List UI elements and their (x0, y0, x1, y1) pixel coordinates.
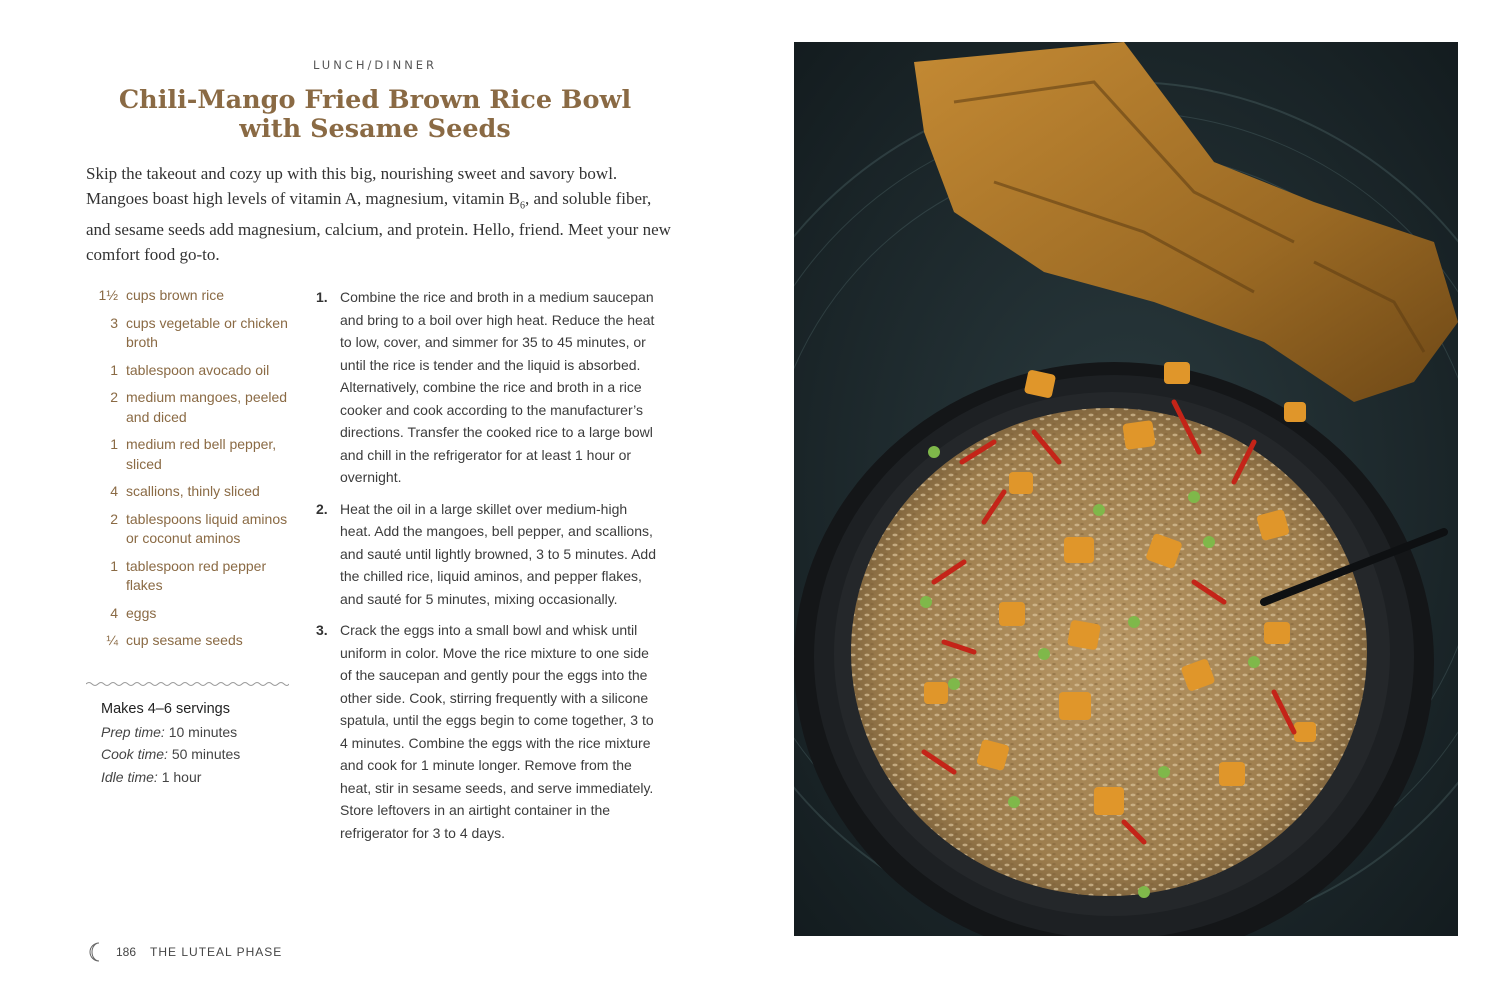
prep-time-label: Prep time: (101, 723, 165, 740)
ingredient-quantity: 3 (110, 314, 118, 331)
ingredient-quantity: 1 (110, 436, 118, 452)
ingredient-name: tablespoon avocado oil (126, 361, 270, 378)
recipe-title (86, 86, 664, 144)
ingredient-list (92, 286, 297, 659)
page-footer (88, 941, 282, 963)
recipe-photo (794, 42, 1458, 936)
ingredient-name: tablespoon red pepper flakes (126, 557, 267, 593)
ingredient-name: cups vegetable or chicken broth (126, 314, 288, 350)
title-line-2: with Sesame Seeds (239, 114, 511, 144)
step-text: Heat the oil in a large skillet over medium-high heat. Add the mangoes, bell pepper, and scallions, and sauté until lightly browned, 3 to 5 minutes. Add the chilled rice, liquid aminos, and pepper flakes, and sauté for 5 minutes, mixing occasionally. (340, 500, 656, 607)
ingredient-item (92, 361, 297, 381)
ingredient-item (92, 435, 297, 474)
crescent-moon-icon (88, 942, 104, 962)
ingredient-quantity: 4 (110, 604, 118, 621)
ingredient-quantity: 1 (110, 557, 118, 574)
step-text: Combine the rice and broth in a medium saucepan and bring to a boil over high heat. Reduce the heat to low, cover, and simmer for 35 to 45 minutes, or until the rice is tender and the liquid is absorbed. Alternatively, combine the rice and broth in a rice cooker and cook according to the manufacturer’s directions. Transfer the cooked rice to a large bowl and chill in the refrigerator for at least 1 hour or overnight. (340, 289, 655, 485)
ingredient-name: tablespoons liquid aminos or coconut aminos (126, 510, 288, 546)
section-name: THE LUTEAL PHASE (150, 945, 283, 959)
instruction-step (316, 286, 661, 489)
ingredient-item (92, 388, 297, 427)
ingredient-quantity: 2 (110, 510, 118, 527)
ingredient-item (92, 604, 297, 624)
ingredient-quantity: 4 (110, 483, 118, 499)
fried-rice-illustration (794, 42, 1458, 936)
recipe-intro (86, 162, 671, 267)
ingredient-name: medium red bell pepper, sliced (126, 436, 277, 472)
prep-time-value: 10 minutes (168, 723, 238, 740)
servings: Makes 4–6 servings (101, 701, 230, 717)
ingredient-item (92, 482, 297, 502)
ingredient-name: scallions, thinly sliced (126, 483, 260, 499)
step-text: Crack the eggs into a small bowl and whisk until uniform in color. Move the rice mixture to one side of the saucepan and gently pour the eggs into the other side. Cook, stirring frequently with a silicone spatula, until the eggs begin to come together, 3 to 4 minutes. Combine the eggs with the rice mixture and cook for 1 minute longer. Remove from the heat, stir in sesame seeds, and serve immediately. Store leftovers in an airtight container in the refrigerator for 3 to 4 days. (340, 622, 654, 841)
cook-time-label: Cook time: (101, 746, 168, 762)
instruction-list (316, 286, 661, 853)
idle-time-value: 1 hour (161, 768, 202, 785)
instruction-step (316, 619, 661, 844)
idle-time-label: Idle time: (101, 768, 158, 785)
instruction-step (316, 498, 661, 611)
title-line-1: Chili-Mango Fried Brown Rice Bowl (118, 85, 632, 115)
ingredient-item (92, 631, 297, 651)
cook-time (101, 743, 301, 766)
ingredient-quantity: 1½ (98, 287, 118, 303)
ingredient-quantity: ¼ (106, 632, 118, 648)
ingredient-item (92, 314, 297, 353)
ingredient-quantity: 2 (110, 389, 118, 405)
ingredient-name: cups brown rice (126, 287, 225, 303)
ingredient-name: cup sesame seeds (126, 632, 243, 648)
intro-text-2: , and soluble fiber, and sesame seeds add magnesium, calcium, and protein. Hello, friend. Meet your new comfort food go-to. (86, 188, 671, 264)
wavy-divider (86, 680, 289, 688)
cook-time-value: 50 minutes (171, 746, 241, 762)
page-number: 186 (116, 945, 137, 959)
ingredient-item (92, 286, 297, 306)
prep-time (101, 721, 301, 744)
step-number: 3. (316, 622, 328, 638)
intro-subscript: 6 (519, 199, 525, 211)
ingredient-item (92, 557, 297, 596)
step-number: 2. (316, 500, 328, 517)
ingredient-item (92, 510, 297, 549)
idle-time (101, 766, 301, 789)
ingredient-quantity: 1 (110, 361, 118, 378)
ingredient-name: medium mangoes, peeled and diced (126, 389, 288, 425)
ingredient-name: eggs (126, 604, 157, 621)
recipe-yield (101, 698, 301, 788)
intro-text-1: Skip the takeout and cozy up with this big, nourishing sweet and savory bowl. Mangoes boast high levels of vitamin A, magnesium, vitamin B (86, 164, 618, 208)
step-number: 1. (316, 289, 328, 305)
recipe-category: LUNCH/DINNER (312, 58, 438, 72)
